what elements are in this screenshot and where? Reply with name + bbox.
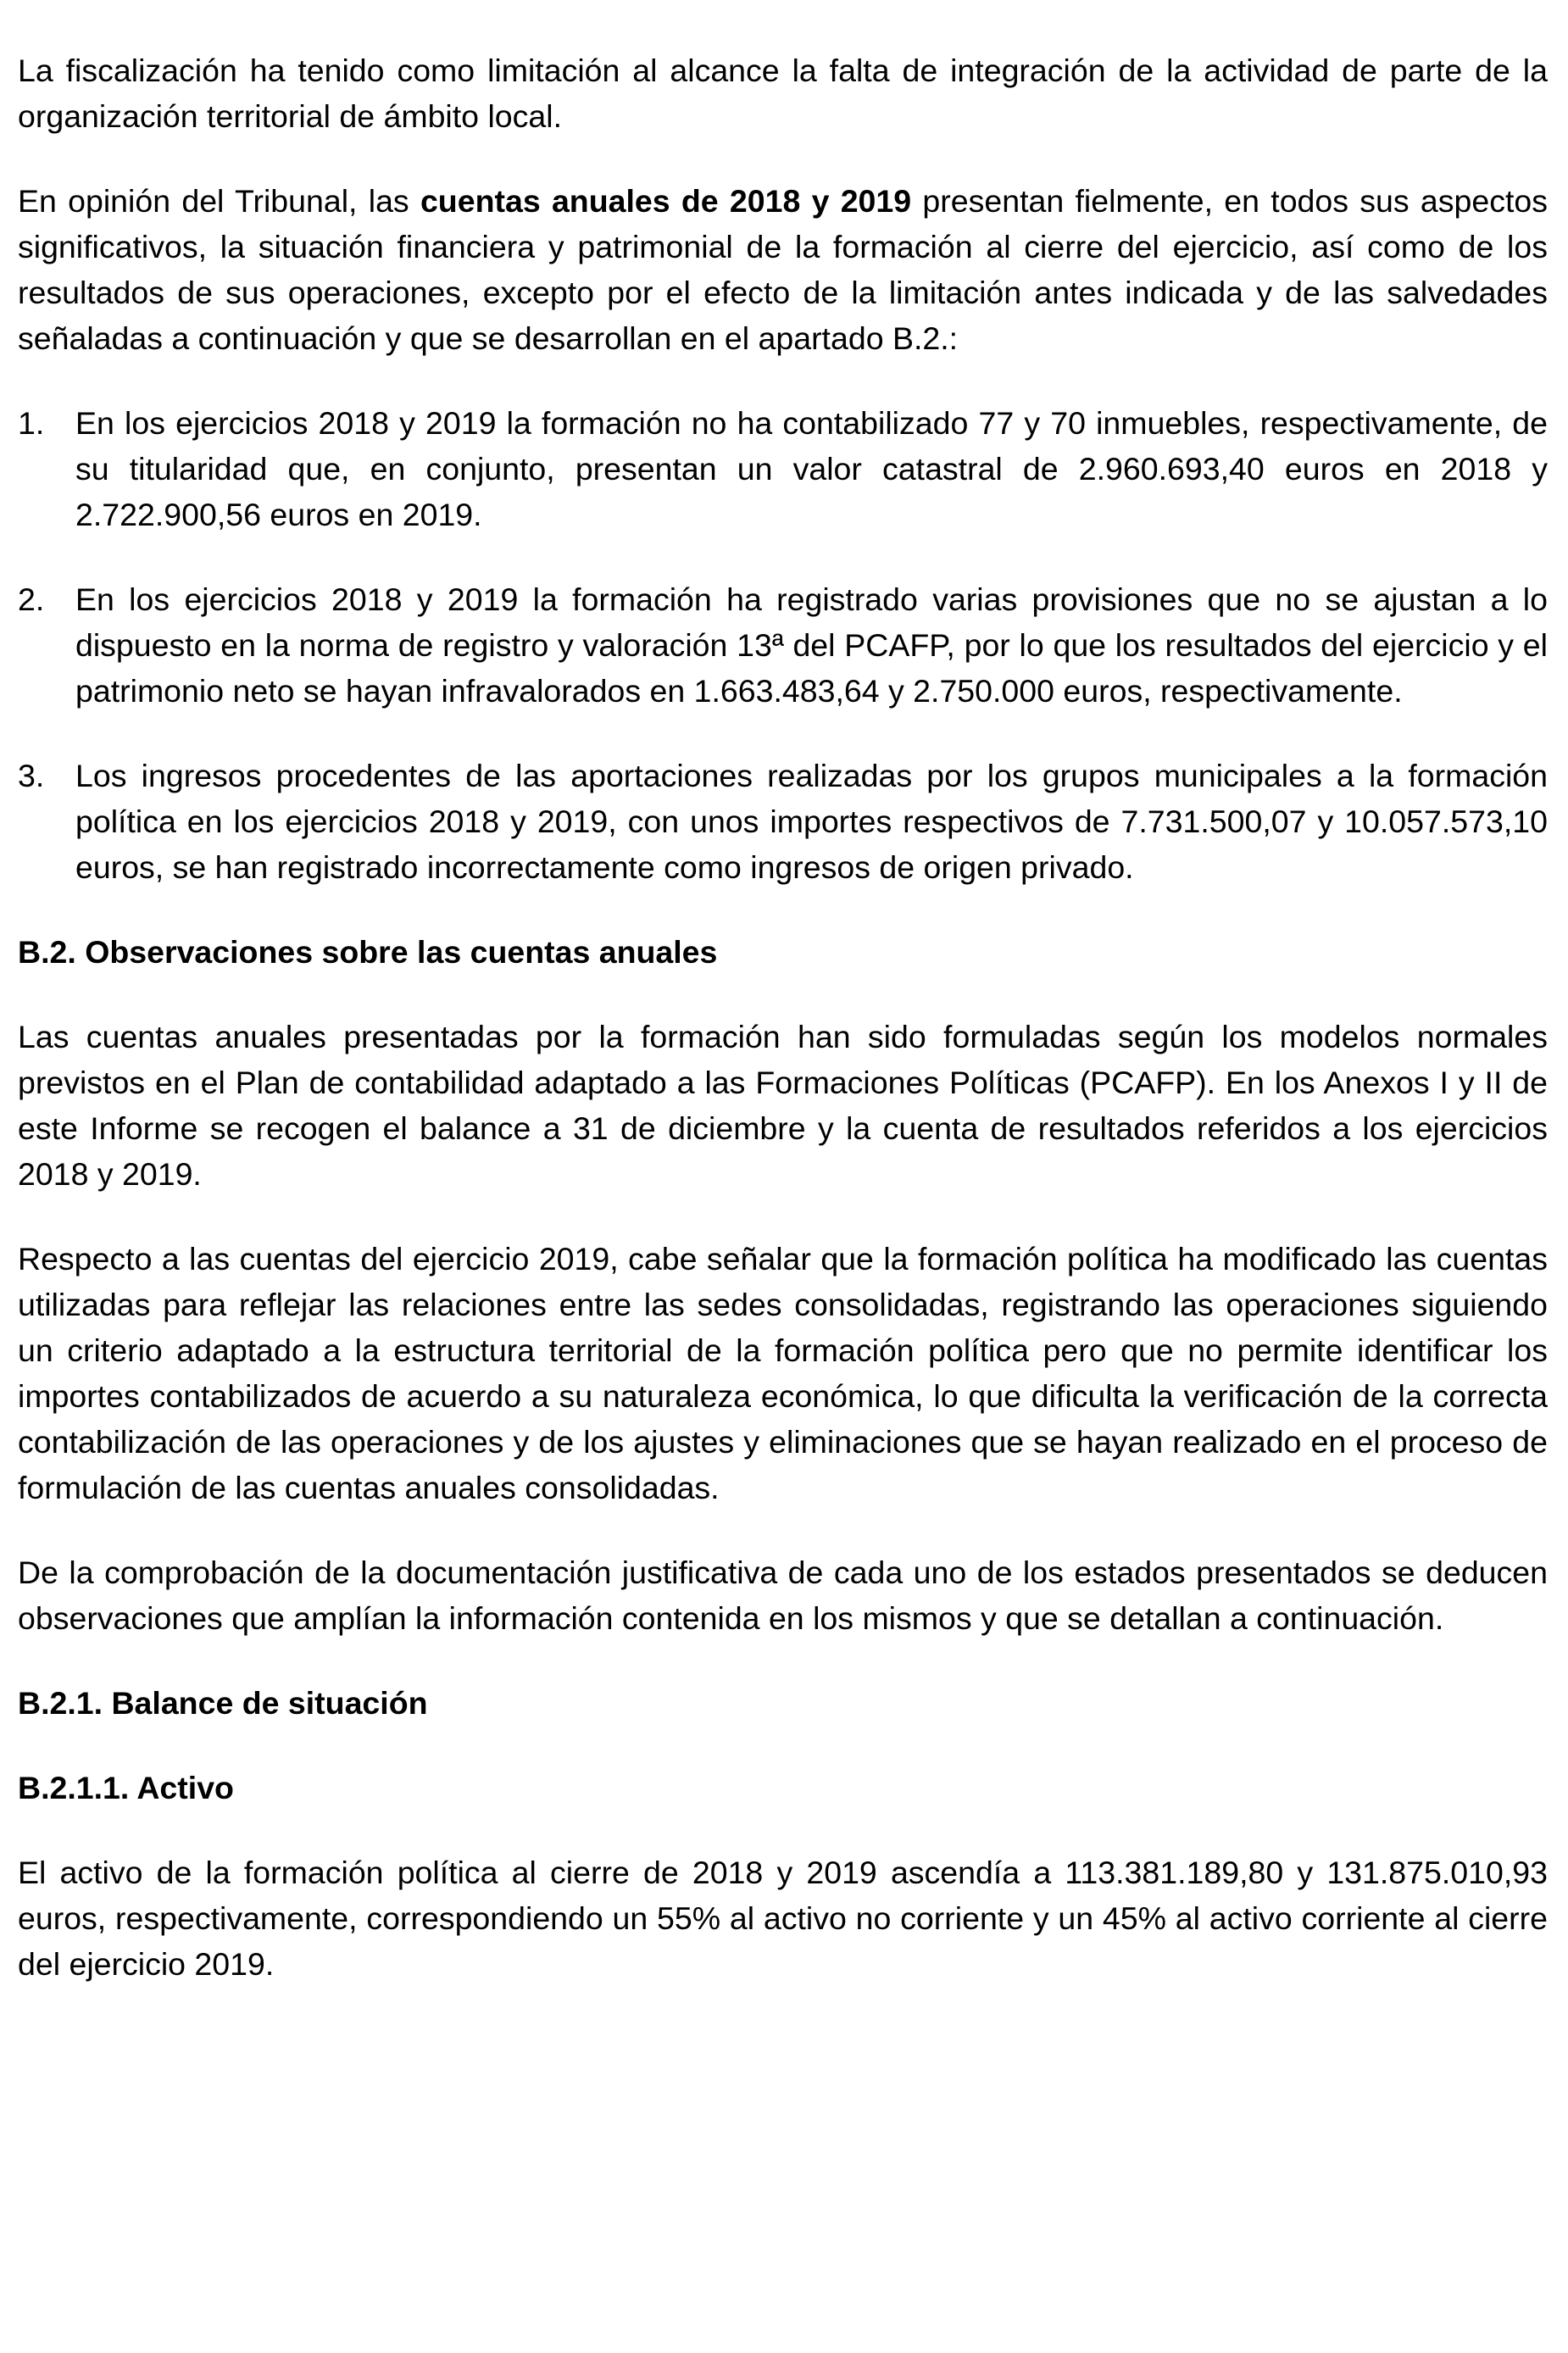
finding-item	[18, 400, 1548, 537]
b211-paragraph-assets: El activo de la formación política al cierre de 2018 y 2019 ascendía a 113.381.189,80 y 131.875.010,93 euros, respectivamente, correspondiendo un 55% al activo no corriente y un 45% al activo corriente al cierre del ejercicio 2019.	[18, 1855, 1548, 1982]
finding-text: En los ejercicios 2018 y 2019 la formación no ha contabilizado 77 y 70 inmuebles, respectivamente, de su titularidad que, en conjunto, presentan un valor catastral de 2.960.693,40 euros en 2018 y 2.722.900,56 euros en 2019.	[75, 405, 1548, 532]
finding-text: Los ingresos procedentes de las aportaciones realizadas por los grupos municipales a la formación política en los ejercicios 2018 y 2019, con unos importes respectivos de 7.731.500,07 y 10.057.573,10 euros, se han registrado incorrectamente como ingresos de origen privado.	[75, 758, 1548, 885]
b2-paragraph-2019-accounts: Respecto a las cuentas del ejercicio 2019, cabe señalar que la formación política ha modificado las cuentas utilizadas para reflejar las relaciones entre las sedes consolidadas, registrando las operaciones siguiendo un criterio adaptado a la estructura territorial de la formación política pero que no permite identificar los importes contabilizados de acuerdo a su naturaleza económica, lo que dificulta la verificación de la correcta contabilización de las operaciones y de los ajustes y eliminaciones que se hayan realizado en el proceso de formulación de las cuentas anuales consolidadas.	[18, 1241, 1548, 1505]
finding-text: En los ejercicios 2018 y 2019 la formación ha registrado varias provisiones que no se ajustan a lo dispuesto en la norma de registro y valoración 13ª del PCAFP, por lo que los resultados del ejercicio y el patrimonio neto se hayan infravalorados en 1.663.483,64 y 2.750.000 euros, respectivamente.	[75, 581, 1548, 709]
section-heading-b2: B.2. Observaciones sobre las cuentas anuales	[18, 934, 718, 970]
finding-item	[18, 576, 1548, 714]
finding-number: 2.	[18, 581, 45, 617]
section-heading-b211: B.2.1.1. Activo	[18, 1770, 234, 1805]
opinion-bold-text: cuentas anuales de 2018 y 2019	[420, 183, 912, 219]
finding-number: 3.	[18, 758, 45, 793]
opinion-paragraph	[18, 178, 1548, 361]
findings-list	[18, 400, 1548, 890]
limitation-paragraph: La fiscalización ha tenido como limitación al alcance la falta de integración de la actividad de parte de la organización territorial de ámbito local.	[18, 53, 1548, 134]
opinion-rest-text: presentan fielmente, en todos sus aspectos significativos, la situación financiera y patrimonial de la formación al cierre del ejercicio, así como de los resultados de sus operaciones, excepto por el efecto de la limitación antes indicada y de las salvedades señaladas a continuación y que se desarrollan en el apartado B.2.:	[18, 183, 1549, 356]
b2-paragraph-verification: De la comprobación de la documentación justificativa de cada uno de los estados presentados se deducen observaciones que amplían la información contenida en los mismos y que se detallan a continuación.	[18, 1555, 1548, 1636]
b2-paragraph-models: Las cuentas anuales presentadas por la formación han sido formuladas según los modelos normales previstos en el Plan de contabilidad adaptado a las Formaciones Políticas (PCAFP). En los Anexos I y II de este Informe se recogen el balance a 31 de diciembre y la cuenta de resultados referidos a los ejercicios 2018 y 2019.	[18, 1019, 1548, 1192]
finding-item	[18, 753, 1548, 890]
section-heading-b21: B.2.1. Balance de situación	[18, 1685, 428, 1721]
finding-number: 1.	[18, 405, 45, 441]
page-content	[18, 47, 1548, 1987]
opinion-lead-text: En opinión del Tribunal, las	[18, 183, 420, 219]
